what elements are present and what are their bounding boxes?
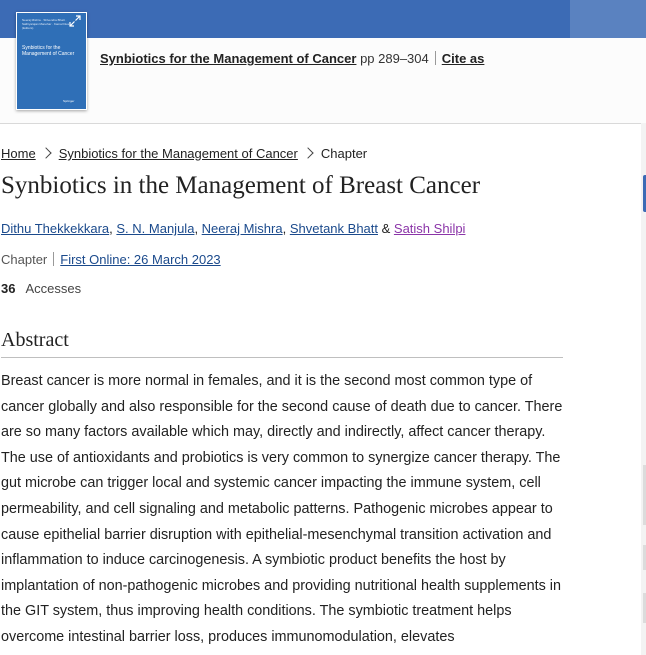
abstract-heading: Abstract	[1, 329, 69, 351]
author-list: Dithu Thekkekkara, S. N. Manjula, Neeraj Mishra, Shvetank Bhatt & Satish Shilpi	[1, 221, 466, 236]
breadcrumb-home[interactable]: Home	[1, 146, 36, 161]
first-online-link[interactable]: First Online: 26 March 2023	[60, 252, 221, 267]
divider	[53, 252, 54, 266]
chevron-right-icon	[40, 147, 51, 158]
breadcrumb-current: Chapter	[320, 146, 368, 161]
author-link[interactable]: Shvetank Bhatt	[289, 221, 378, 236]
page-range: pp 289–304	[360, 51, 429, 66]
author-link[interactable]: Satish Shilpi	[393, 221, 466, 236]
accesses-count: 36	[1, 281, 16, 296]
breadcrumb-book[interactable]: Synbiotics for the Management of Cancer	[58, 146, 298, 161]
book-cover-authors: Neeraj Mishra · Shivendra Bhatt · Sathiyarajan Manohar · Kamal Dua (Editors)	[22, 18, 69, 30]
book-info-line	[100, 51, 484, 66]
book-cover-thumbnail[interactable]	[16, 12, 87, 110]
book-title-link[interactable]: Synbiotics for the Management of Cancer	[100, 51, 357, 66]
author-link[interactable]: S. N. Manjula	[116, 221, 195, 236]
accesses-label: Accesses	[25, 281, 82, 296]
divider	[435, 51, 436, 65]
book-cover-publisher: Springer	[63, 99, 75, 103]
book-cover-title: Synbiotics for the Management of Cancer	[22, 45, 75, 57]
section-divider	[1, 357, 563, 358]
chevron-right-icon	[302, 147, 313, 158]
expand-icon[interactable]	[69, 15, 81, 27]
author-link[interactable]: Dithu Thekkekkara	[1, 221, 110, 236]
top-banner-right	[570, 0, 646, 38]
abstract-text: Breast cancer is more normal in females, and it is the second most common type of cancer globally and also responsible for the second cause of death due to cancer. There are so many factors available which may, directly and indirectly, affect cancer therapy. The use of antioxidants and probiotics is very common to synergize cancer therapy. The gut microbe can trigger local and systemic cancer impacting the immune system, cell permeability, and cell signaling and metabolic patterns. Pathogenic microbes appear to cause epithelial barrier disruption with epithelial-mesenchymal transition activation and inflammation to induce carcinogenesis. A symbiotic product benefits the host by implantation of non-pathogenic microbes and providing nutritional health supplements in the GIT system, thus improving health conditions. The symbiotic treatment helps overcome intestinal barrier loss, produces immunomodulation, elevates	[1, 373, 563, 645]
accesses-metric	[1, 281, 81, 296]
content-type: Chapter	[1, 252, 48, 267]
page-title: Synbiotics in the Management of Breast Cancer	[1, 172, 481, 199]
cite-as-link[interactable]: Cite as	[441, 51, 485, 66]
chapter-meta	[1, 252, 221, 267]
author-link[interactable]: Neeraj Mishra	[201, 221, 283, 236]
top-banner	[0, 0, 646, 38]
book-header	[0, 0, 646, 124]
breadcrumb	[1, 146, 367, 161]
